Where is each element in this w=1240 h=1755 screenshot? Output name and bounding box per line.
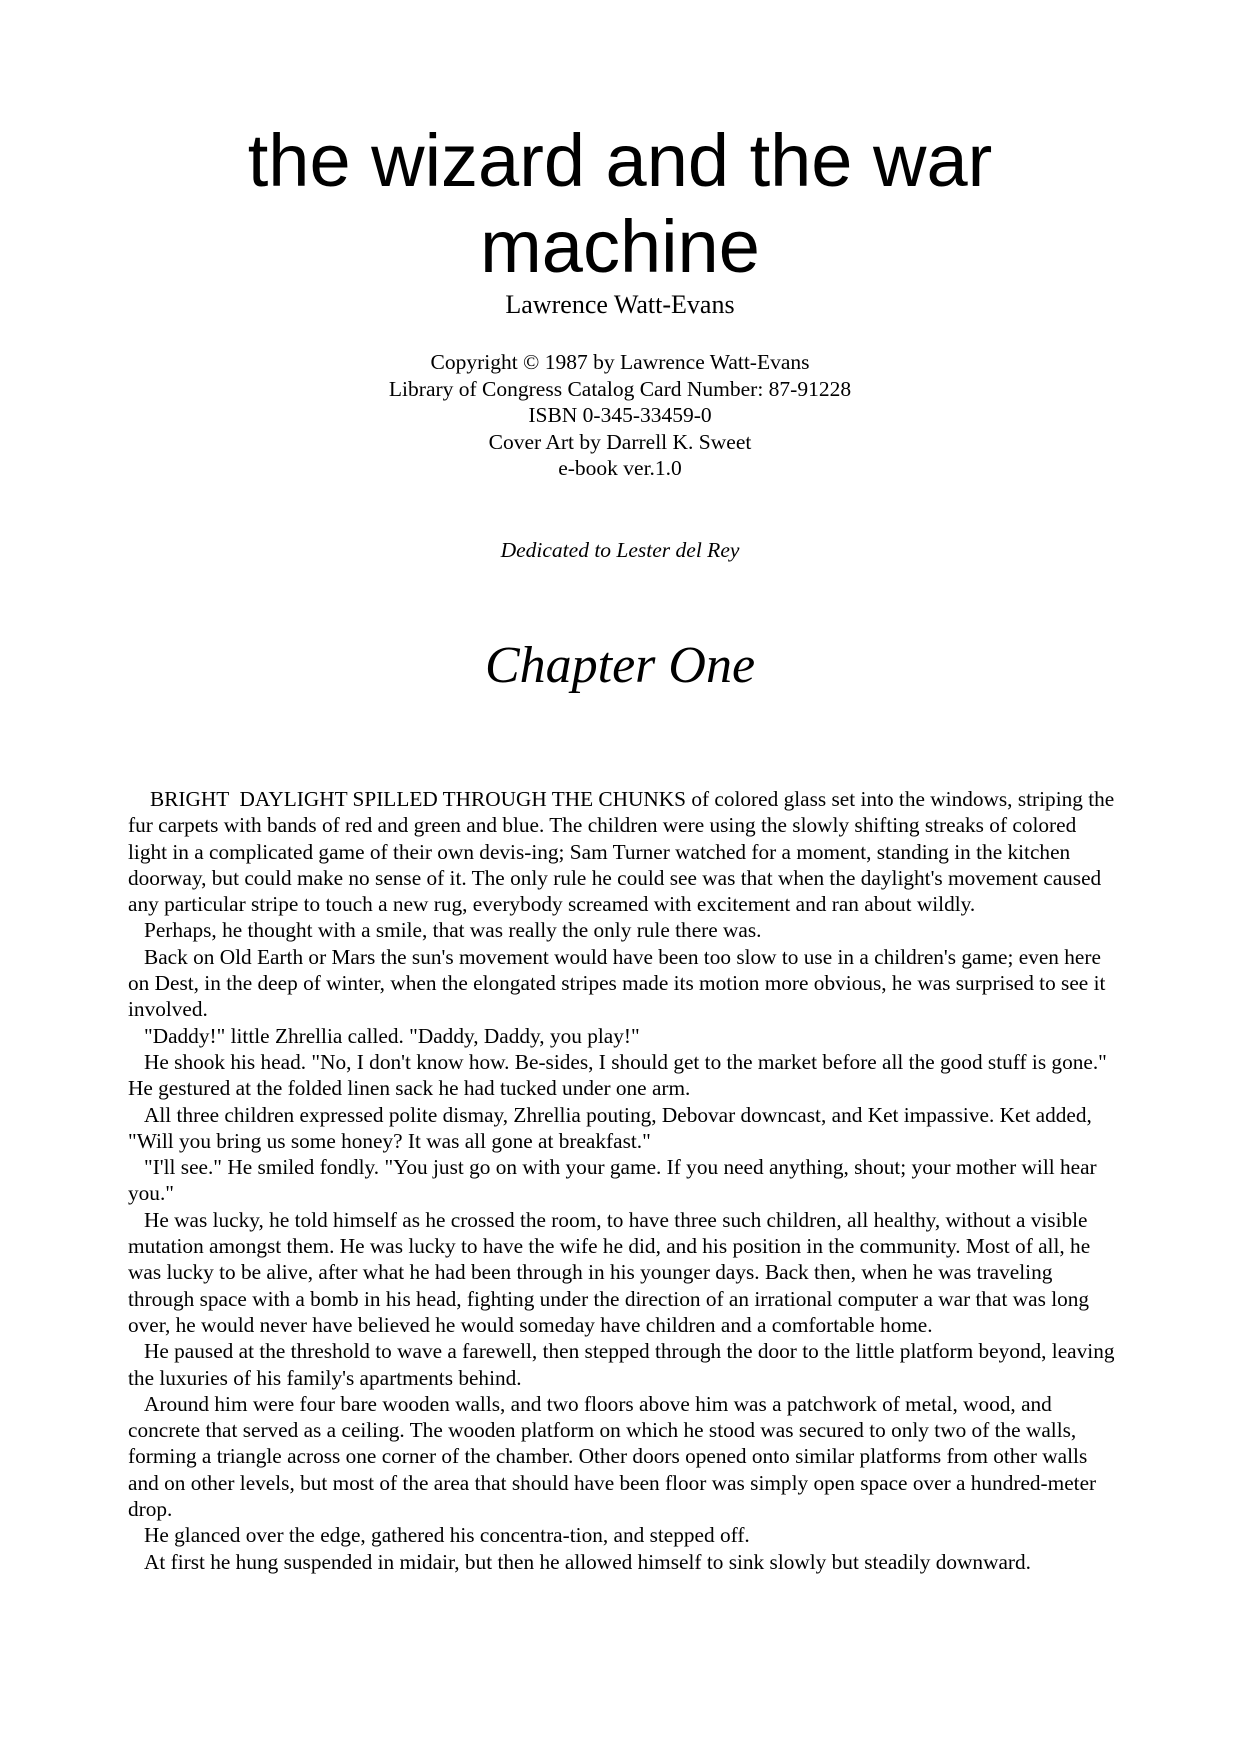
isbn-line: ISBN 0-345-33459-0 (528, 403, 712, 427)
paragraph: Back on Old Earth or Mars the sun's movement would have been too slow to use in a children's game; even here on Dest, in the deep of winter, when the elongated stripes made its motion more obvious, he was surprised to see it involved. (128, 944, 1106, 1022)
paragraph: All three children expressed polite dismay, Zhrellia pouting, Debovar downcast, and Ket impassive. Ket added, "Will you bring us some honey? It was all gone at breakfast." (128, 1102, 1092, 1153)
chapter-body (128, 786, 1120, 1575)
paragraph: At first he hung suspended in midair, but then he allowed himself to sink slowly but steadily downward. (144, 1549, 1031, 1574)
paragraph: "Daddy!" little Zhrellia called. "Daddy, Daddy, you play!" (144, 1023, 640, 1048)
copyright-block (0, 349, 1240, 482)
paragraph: He was lucky, he told himself as he crossed the room, to have three such children, all healthy, without a visible mutation amongst them. He was lucky to have the wife he did, and his position in the community. Most of all, he was lucky to be alive, after what he had been through in his younger days. Back then, when he was traveling through space with a bomb in his head, fighting under the direction of an irrational computer a war that was long over, he would never have believed he would someday have children and a comfortable home. (128, 1207, 1091, 1337)
paragraph (128, 786, 1120, 917)
paragraph: Around him were four bare wooden walls, and two floors above him was a patchwork of metal, wood, and concrete that served as a ceiling. The wooden platform on which he stood was secured to only two of the walls, forming a triangle across one corner of the chamber. Other doors opened onto similar platforms from other walls and on other levels, but most of the area that should have been floor was simply open space over a hundred-meter drop. (128, 1391, 1097, 1522)
paragraph-text: of colored glass set into the windows, striping the fur carpets with bands of red and green and blue. The children were using the slowly shifting streaks of colored light in a complicated game of their own devis-ing; Sam Turner watched for a moment, standing in the kitchen doorway, but could make no sense of it. The only rule he could see was that when the daylight's movement caused any particular stripe to touch a new rug, everybody screamed with excitement and ran about wildly. (128, 787, 1115, 917)
paragraph: He glanced over the edge, gathered his concentra-tion, and stepped off. (144, 1523, 750, 1548)
paragraph: Perhaps, he thought with a smile, that was really the only rule there was. (144, 918, 762, 943)
book-author: Lawrence Watt-Evans (505, 290, 735, 319)
cover-art-line: Cover Art by Darrell K. Sweet (488, 429, 752, 454)
chapter-lead-in: BRIGHT DAYLIGHT SPILLED THROUGH THE CHUNKS (150, 787, 686, 811)
dedication: Dedicated to Lester del Rey (500, 538, 740, 562)
catalog-number-line: Library of Congress Catalog Card Number: 87-91228 (388, 376, 852, 401)
paragraph: He paused at the threshold to wave a farewell, then stepped through the door to the little platform beyond, leaving the luxuries of his family's apartments behind. (128, 1339, 1115, 1390)
ebook-version-line: e-book ver.1.0 (558, 456, 682, 480)
paragraph: "I'll see." He smiled fondly. "You just go on with your game. If you need anything, shout; your mother will hear you." (128, 1155, 1097, 1206)
paragraph: He shook his head. "No, I don't know how. Be-sides, I should get to the market before all the good stuff is gone." He gestured at the folded linen sack he had tucked under one arm. (128, 1049, 1107, 1101)
book-title: the wizard and the war machine (247, 119, 993, 288)
chapter-heading: Chapter One (484, 637, 756, 694)
copyright-line: Copyright © 1987 by Lawrence Watt-Evans (430, 350, 810, 374)
